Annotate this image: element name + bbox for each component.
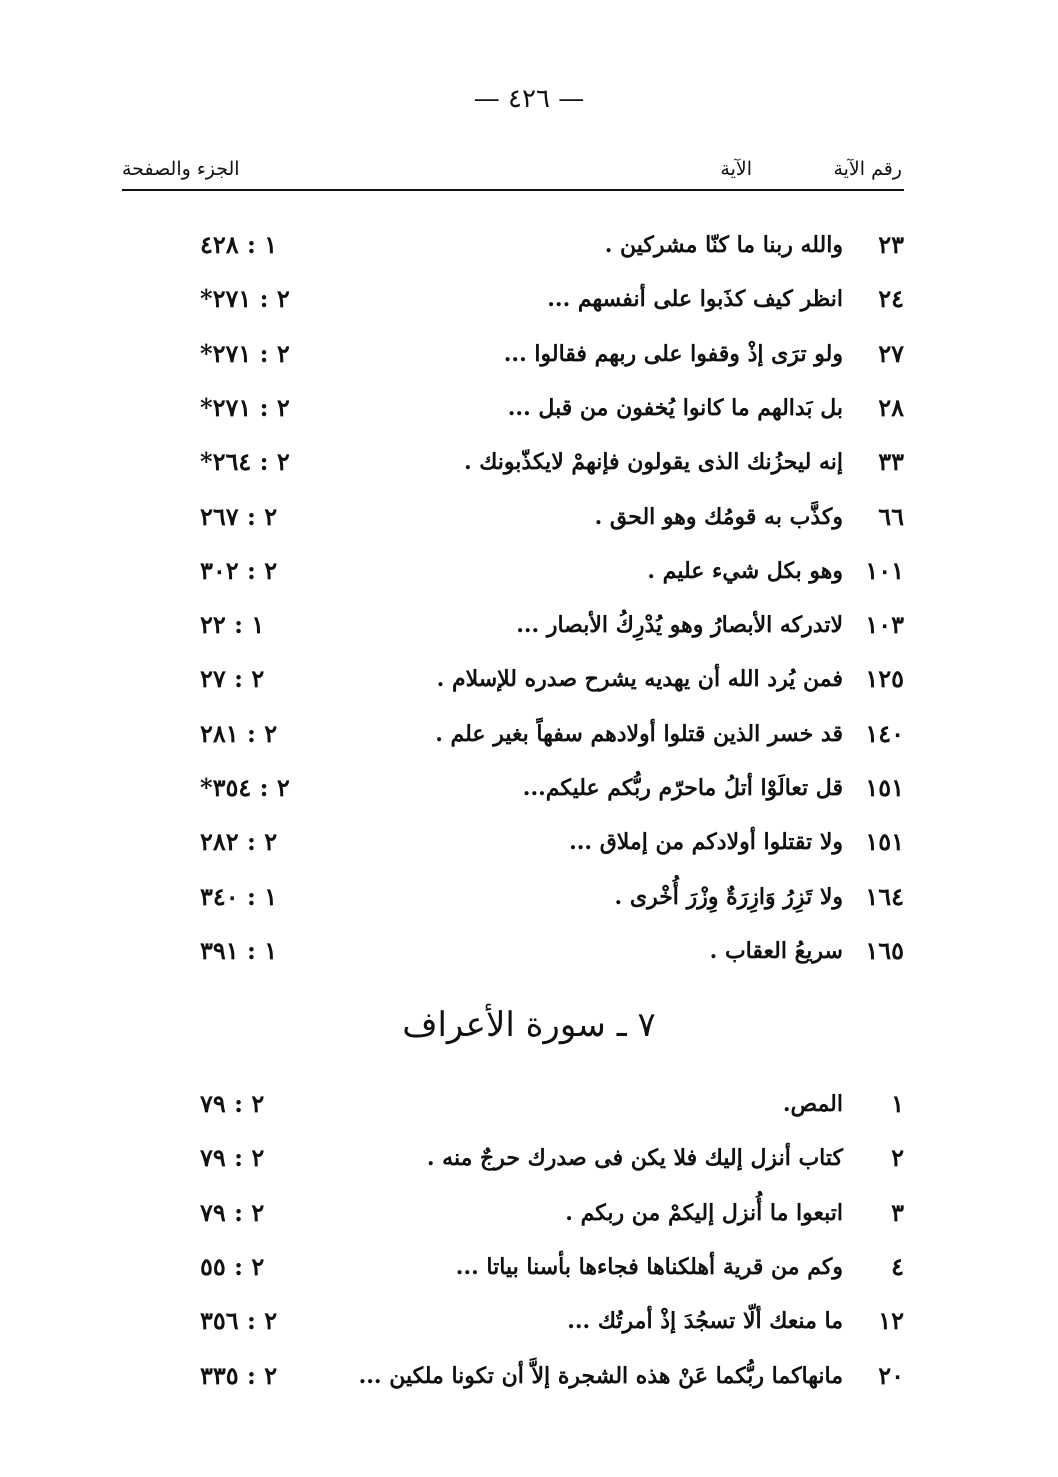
table-row [0,1085,1058,1125]
verse-text: ولا تَزِرُ وَازِرَةٌ وِزْرَ أُخْرى . [614,883,843,910]
verse-number: ٢٣ [878,230,904,259]
verse-number: ١٠٣ [865,610,904,640]
volume-page-reference: ٢ : ٢٨١ [200,718,278,748]
volume-page-reference: ٢ : ٢٧١* [200,338,290,368]
verse-number: ٢٨ [878,392,904,422]
table-row [0,932,1058,972]
verse-number: ١٥١ [865,827,904,857]
volume-page-reference: ٢ : ٢٨٢ [200,827,278,857]
volume-page-reference: ٢ : ٢٦٧ [200,501,278,531]
verse-text: قل تعالَوْا أتلُ ماحرّم ربُّكم عليكم... [522,775,843,801]
verse-text: ولا تقتلوا أولادكم من إملاق ... [569,829,843,856]
table-header [122,152,902,188]
table-row [0,1194,1058,1234]
verse-number: ٤ [891,1251,904,1281]
verse-number: ١٤٠ [865,718,904,748]
volume-page-reference: ١ : ٣٤٠ [200,881,278,911]
verse-text: بل بَدالهم ما كانوا يُخفون من قبل ... [507,394,843,421]
verse-text: ولو ترَى إذْ وقفوا على ربهم فقالوا ... [503,340,843,367]
volume-page-reference: ٢ : ٢٧ [200,664,265,694]
table-row [0,443,1058,483]
verse-text: المص. [782,1091,843,1117]
volume-page-reference: ٢ : ٣٥٦ [200,1306,278,1336]
verse-number: ١ [891,1089,904,1118]
verse-text: فمن يُرد الله أن يهديه يشرح صدره للإسلام . [436,666,843,693]
verse-text: لاتدركه الأبصارُ وهو يُدْرِكُ الأبصار ... [516,612,843,639]
table-row [0,226,1058,266]
volume-page-reference: ٢ : ٣٣٥ [200,1360,278,1390]
volume-page-reference: ٢ : ٢٧١* [200,392,290,422]
verse-number: ٦٦ [878,501,904,531]
table-row [0,335,1058,375]
verse-number: ١٠١ [865,555,904,585]
verse-text: إنه ليحزُنك الذى يقولون فإنهمْ لايكذّبونك . [463,449,843,476]
volume-page-reference: ١ : ٣٩١ [200,935,278,965]
table-row [0,823,1058,863]
volume-page-reference: ٢ : ٧٩ [200,1143,265,1173]
verse-number: ٢٧ [878,338,904,368]
verse-number: ٢٠ [878,1360,904,1390]
verse-text: وهو بكل شيء عليم . [647,557,843,584]
table-row [0,1139,1058,1179]
verse-number: ١٦٥ [865,935,904,965]
volume-page-reference: ٢ : ٧٩ [200,1089,265,1118]
header-verse-number: رقم الآية [833,158,902,180]
table-row [0,498,1058,538]
table-row [0,878,1058,918]
table-row [0,715,1058,755]
verse-text: قد خسر الذين قتلوا أولادهم سفهاً بغير علم . [435,720,843,747]
page-number: — ٤٢٦ — [473,84,585,114]
verse-text: والله ربنا ما كنّا مشركين . [604,232,843,258]
header-reference: الجزء والصفحة [122,158,240,180]
header-verse: الآية [720,158,752,180]
table-row [0,1248,1058,1288]
verse-text: سريعُ العقاب . [709,937,843,964]
verse-number: ١٥١ [865,773,904,802]
verse-text: انظر كيف كذَبوا على أنفسهم ... [547,286,843,313]
verse-number: ٢٤ [878,284,904,314]
table-row [0,552,1058,592]
verse-text: مانهاكما ربُّكما عَنْ هذه الشجرة إلاَّ أن تكونا ملكين ... [358,1362,843,1389]
verse-number: ١٢ [878,1306,904,1336]
table-row [0,280,1058,320]
verse-text: وكذَّب به قومُك وهو الحق . [594,503,843,530]
section-title: ٧ ـ سورة الأعراف [402,1005,656,1045]
verse-text: كتاب أنزل إليك فلا يكن فى صدرك حرجٌ منه . [426,1145,843,1172]
verse-text: ما منعك ألّا تسجُدَ إذْ أمرتُك ... [567,1308,843,1335]
volume-page-reference: ٢ : ٢٦٤* [200,447,290,477]
volume-page-reference: ١ : ٤٢٨ [200,230,278,259]
verse-text: وكم من قرية أهلكناها فجاءها بأسنا بياتا ... [455,1253,843,1280]
verse-number: ٣٣ [878,447,904,477]
verse-number: ١٢٥ [865,664,904,694]
table-row [0,1357,1058,1397]
volume-page-reference: ٢ : ٣٠٢ [200,555,278,585]
table-row [0,660,1058,700]
verse-number: ١٦٤ [865,881,904,911]
header-divider [122,189,904,191]
volume-page-reference: ٢ : ٧٩ [200,1197,265,1227]
table-row [0,389,1058,429]
verse-number: ٢ [891,1143,904,1173]
table-row [0,769,1058,809]
verse-text: اتبعوا ما أُنزل إليكمْ من ربكم . [565,1199,843,1226]
verse-number: ٣ [891,1197,904,1227]
volume-page-reference: ١ : ٢٢ [200,610,265,640]
volume-page-reference: ٢ : ٣٥٤* [200,773,290,802]
volume-page-reference: ٢ : ٢٧١* [200,284,290,314]
table-row [0,606,1058,646]
volume-page-reference: ٢ : ٥٥ [200,1251,265,1281]
table-row [0,1302,1058,1342]
